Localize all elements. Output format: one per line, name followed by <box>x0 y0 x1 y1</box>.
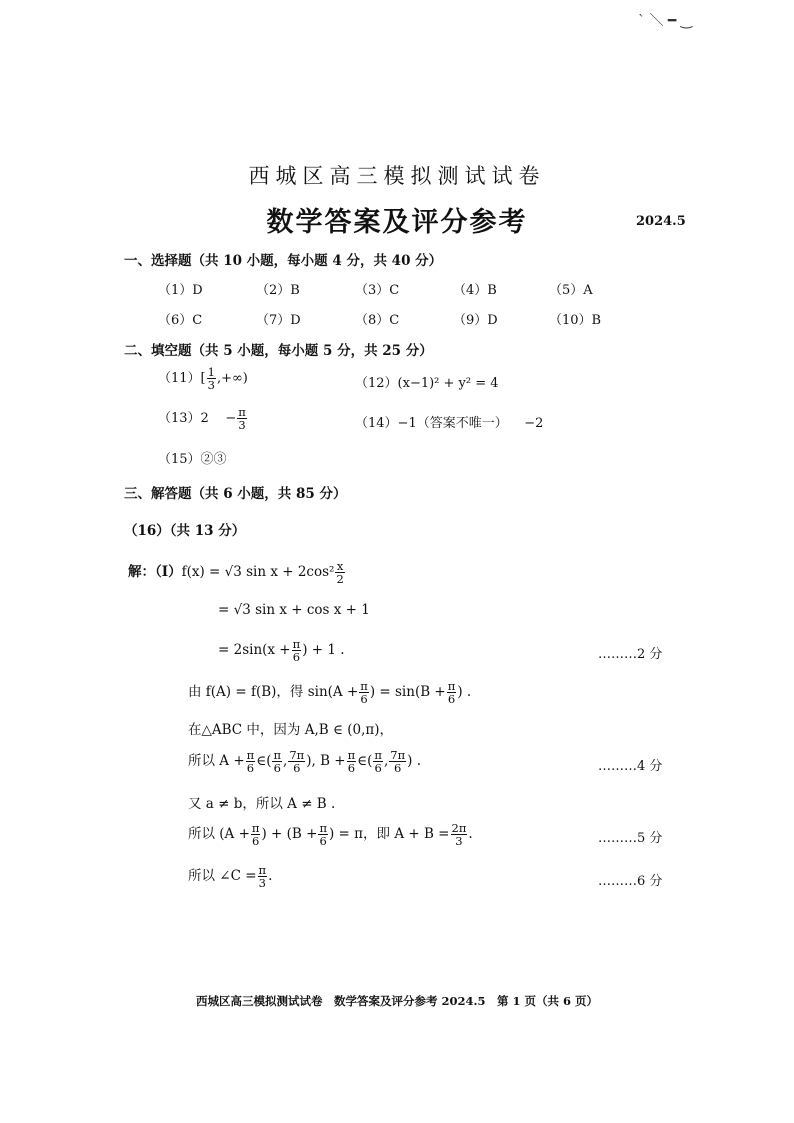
line9-num: π <box>258 863 267 877</box>
q15-text: ②③ <box>200 452 227 467</box>
line8-fraction-2 <box>318 822 328 847</box>
line3-fraction <box>292 638 302 663</box>
score-5: ………5 分 <box>598 831 663 846</box>
score-6: ………6 分 <box>598 874 663 889</box>
q11-fraction <box>207 366 216 391</box>
line4-num-1: π <box>360 679 368 693</box>
line6-den-6: 6 <box>394 761 402 776</box>
q13-a: 2 <box>200 411 209 427</box>
fill-answer-13 <box>158 406 248 431</box>
line8-a: 所以 (A + <box>188 826 250 843</box>
line6-fraction-4 <box>347 749 357 774</box>
line6-fraction-6 <box>389 749 406 774</box>
q13-den: 3 <box>238 418 246 433</box>
answer-10: （10）B <box>549 313 602 328</box>
answer-6: （6）C <box>158 313 203 328</box>
fill-answer-11 <box>158 366 248 391</box>
line9-end: . <box>268 868 273 885</box>
section1-heading: 一、选择题（共 10 小题，每小题 4 分，共 40 分） <box>124 253 443 269</box>
line8-den-3: 3 <box>455 834 463 849</box>
line8-den-1: 6 <box>252 834 260 849</box>
line3-den: 6 <box>292 650 301 665</box>
fill-answer-15 <box>158 448 227 467</box>
answer-2: （2）B <box>256 283 300 298</box>
score-4: ………4 分 <box>598 759 663 774</box>
line4-a: 由 f(A) = f(B)，得 sin(A + <box>188 684 359 701</box>
line6-a: 所以 A + <box>188 753 245 770</box>
line6-fraction-2 <box>272 749 282 774</box>
page-footer: 西城区高三模拟测试试卷 数学答案及评分参考 2024.5 第 1 页（共 6 页） <box>195 994 599 1008</box>
line1-num: x <box>336 559 344 573</box>
q11-num: 1 <box>207 365 215 379</box>
line3-num: π <box>292 637 301 651</box>
line6-num-6: 7π <box>390 748 406 762</box>
line8-b: ) + (B + <box>261 826 318 843</box>
line4-den-2: 6 <box>447 692 456 707</box>
document-title: 数学答案及评分参考 <box>266 207 528 238</box>
solution-line-7: 又 a ≠ b，所以 A ≠ B . <box>188 796 336 812</box>
line6-num-5: π <box>374 748 382 762</box>
line8-num-1: π <box>251 821 260 835</box>
solution-line-5: 在△ABC 中，因为 A,B ∈ (0,π)， <box>188 722 394 738</box>
scan-mark: ˋ ＼ ━ ‿ <box>638 13 693 29</box>
q14-label: （14） <box>355 416 398 431</box>
q11-bracket: [ <box>200 371 206 387</box>
solution-line-8 <box>188 822 473 847</box>
answer-8: （8）C <box>355 313 400 328</box>
line6-fraction-5 <box>373 749 383 774</box>
solution-label: 解：（Ⅰ） <box>128 564 182 581</box>
solution-line-2: = √3 sin x + cos x + 1 <box>218 602 370 618</box>
line6-b: ∈( <box>256 753 272 770</box>
answer-9: （9）D <box>453 313 498 328</box>
solution-line-1 <box>128 560 346 585</box>
line8-num-2: π <box>319 821 327 835</box>
line6-c: , <box>283 753 288 770</box>
line8-fraction-1 <box>251 822 261 847</box>
solution-line-6 <box>188 749 421 774</box>
q13-num: π <box>238 405 246 419</box>
line4-den-1: 6 <box>360 692 368 707</box>
q12-text: (x−1)² + y² = 4 <box>397 376 499 391</box>
section2-heading: 二、填空题（共 5 小题，每小题 5 分，共 25 分） <box>124 343 433 359</box>
q11-label: （11） <box>158 371 201 387</box>
exam-title: 西城区高三模拟测试试卷 <box>248 164 546 188</box>
line6-fraction-1 <box>246 749 256 774</box>
q13-sign: − <box>225 411 237 427</box>
line1-den: 2 <box>336 572 344 587</box>
q14-b: −2 <box>524 416 544 431</box>
q13-label: （13） <box>158 411 201 427</box>
answer-3: （3）C <box>355 283 400 298</box>
q11-tail: ,+∞) <box>216 371 248 387</box>
line4-c: ) . <box>457 684 472 701</box>
line6-den-3: 6 <box>293 761 301 776</box>
solution-line-4 <box>188 680 471 705</box>
line4-fraction-1 <box>359 680 369 705</box>
q15-label: （15） <box>158 452 201 467</box>
line6-num-2: π <box>273 748 282 762</box>
line6-d: ), B + <box>306 753 346 770</box>
line6-g: ) . <box>407 753 422 770</box>
line1-fraction <box>335 560 344 585</box>
line3-b: ) + 1 . <box>302 642 345 659</box>
answer-7: （7）D <box>256 313 301 328</box>
line6-den-5: 6 <box>374 761 382 776</box>
fill-answer-14 <box>355 412 543 431</box>
line4-b: ) = sin(B + <box>369 684 446 701</box>
solution-line-9 <box>188 864 272 889</box>
line8-num-3: 2π <box>451 821 467 835</box>
line4-num-2: π <box>447 679 456 693</box>
line6-den-1: 6 <box>246 761 255 776</box>
line6-e: ∈( <box>357 753 373 770</box>
answer-4: （4）B <box>453 283 497 298</box>
document-date: 2024.5 <box>636 214 686 229</box>
line8-fraction-3 <box>451 822 468 847</box>
line9-a: 所以 ∠C = <box>188 868 257 885</box>
answer-5: （5）A <box>549 283 593 298</box>
line6-num-3: 7π <box>289 748 305 762</box>
q13-fraction <box>237 406 247 431</box>
line3-a: = 2sin(x + <box>218 642 291 659</box>
q12-label: （12） <box>355 376 398 391</box>
line8-end: . <box>468 826 473 843</box>
q16-heading: （16）（共 13 分） <box>124 523 246 539</box>
line1-a: f(x) = √3 sin x + 2cos² <box>181 564 335 581</box>
line9-den: 3 <box>258 876 266 891</box>
solution-line-3 <box>218 638 345 663</box>
q11-den: 3 <box>207 378 215 393</box>
line6-f: , <box>383 753 389 770</box>
line6-den-4: 6 <box>347 761 356 776</box>
line9-fraction <box>258 864 268 889</box>
score-2: ………2 分 <box>598 647 663 662</box>
answer-1: （1）D <box>158 283 203 298</box>
line6-num-4: π <box>347 748 356 762</box>
line6-den-2: 6 <box>273 761 281 776</box>
fill-answer-12 <box>355 372 499 391</box>
line6-fraction-3 <box>288 749 305 774</box>
q14-a: −1（答案不唯一） <box>397 416 508 431</box>
line4-fraction-2 <box>447 680 457 705</box>
line8-den-2: 6 <box>319 834 327 849</box>
line6-num-1: π <box>246 748 255 762</box>
line8-c: ) = π，即 A + B = <box>329 826 450 843</box>
section3-heading: 三、解答题（共 6 小题，共 85 分） <box>124 486 347 502</box>
